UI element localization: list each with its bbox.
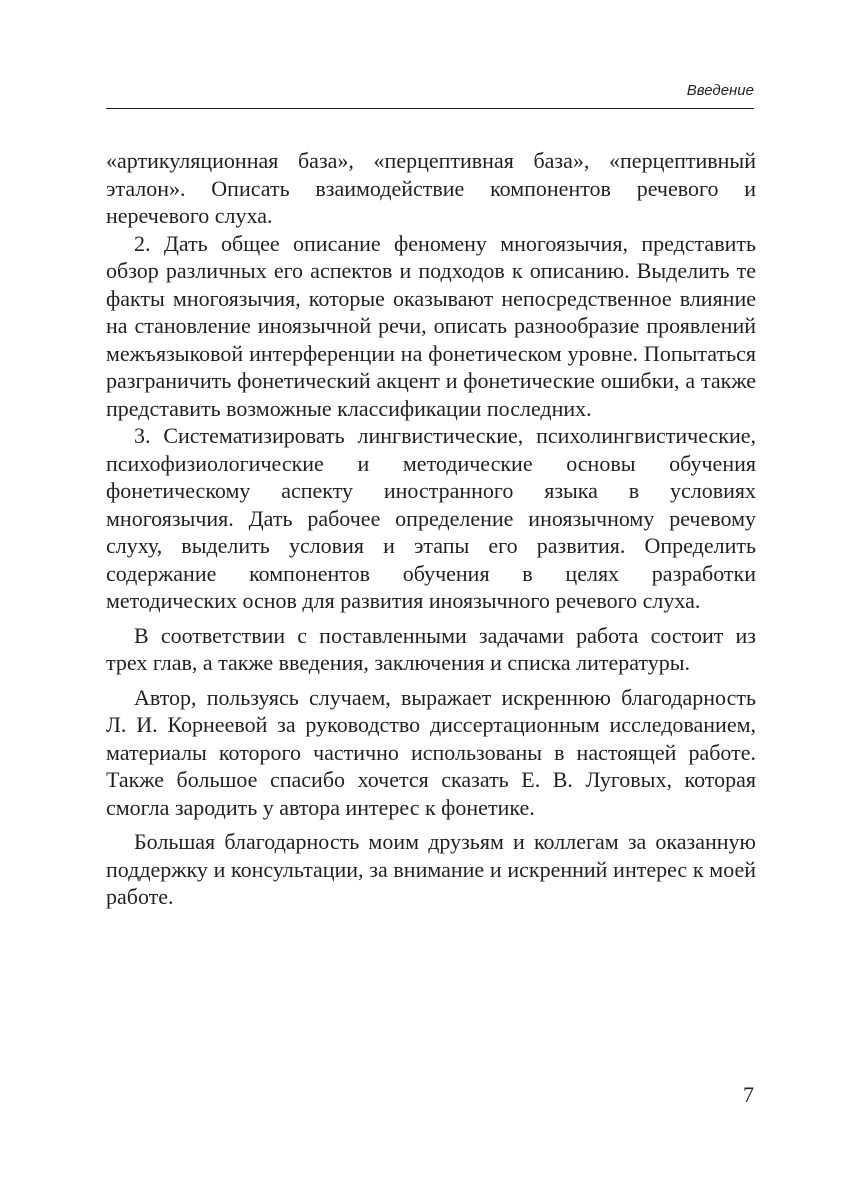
paragraph-acknowledgement-author: Автор, пользуясь случаем, выражает искреннюю благодарность Л. И. Корнеевой за руководство диссертационным исследованием, материалы которого частично использованы в настоящей работе. Также большое спасибо хочется сказать Е. В. Луговых, которая смогла зародить у автора интерес к фонетике. bbox=[106, 684, 756, 820]
section-title: Введение bbox=[686, 82, 754, 99]
paragraph-task-2: 2. Дать общее описание феномену многоязычия, представить обзор различных его аспектов и подходов к описанию. Выделить те факты многоязычия, которые оказывают непосредственное влияние на становление иноязычной речи, описать разнообразие проявлений межъязыковой интерференции на фонетическом уровне. Попытаться разграничить фонетический акцент и фонетические ошибки, а также представить возможные классификации последних. bbox=[106, 230, 756, 421]
paragraph-structure: В соответствии с поставленными задачами работа состоит из трех глав, а также введения, заключения и списка литературы. bbox=[106, 622, 756, 675]
page-body bbox=[106, 147, 756, 911]
paragraph-acknowledgement-colleagues: Большая благодарность моим друзьям и коллегам за оказанную поддержку и консультации, за внимание и искренний интерес к моей работе. bbox=[106, 829, 756, 909]
page-number: 7 bbox=[743, 1082, 754, 1107]
paragraph-continuation: «артикуляционная база», «перцептивная база», «перцептивный эталон». Описать взаимодействие компонентов речевого и неречевого слуха. bbox=[106, 148, 756, 228]
paragraph-task-3: 3. Систематизировать лингвистические, психолингвистические, психофизиологические и методические основы обучения фонетическому аспекту иностранного языка в условиях многоязычия. Дать рабочее определение иноязычному речевому слуху, выделить условия и этапы его развития. Определить содержание компонентов обучения в целях разработки методических основ для развития иноязычного речевого слуха. bbox=[106, 423, 756, 613]
running-header bbox=[106, 80, 754, 109]
